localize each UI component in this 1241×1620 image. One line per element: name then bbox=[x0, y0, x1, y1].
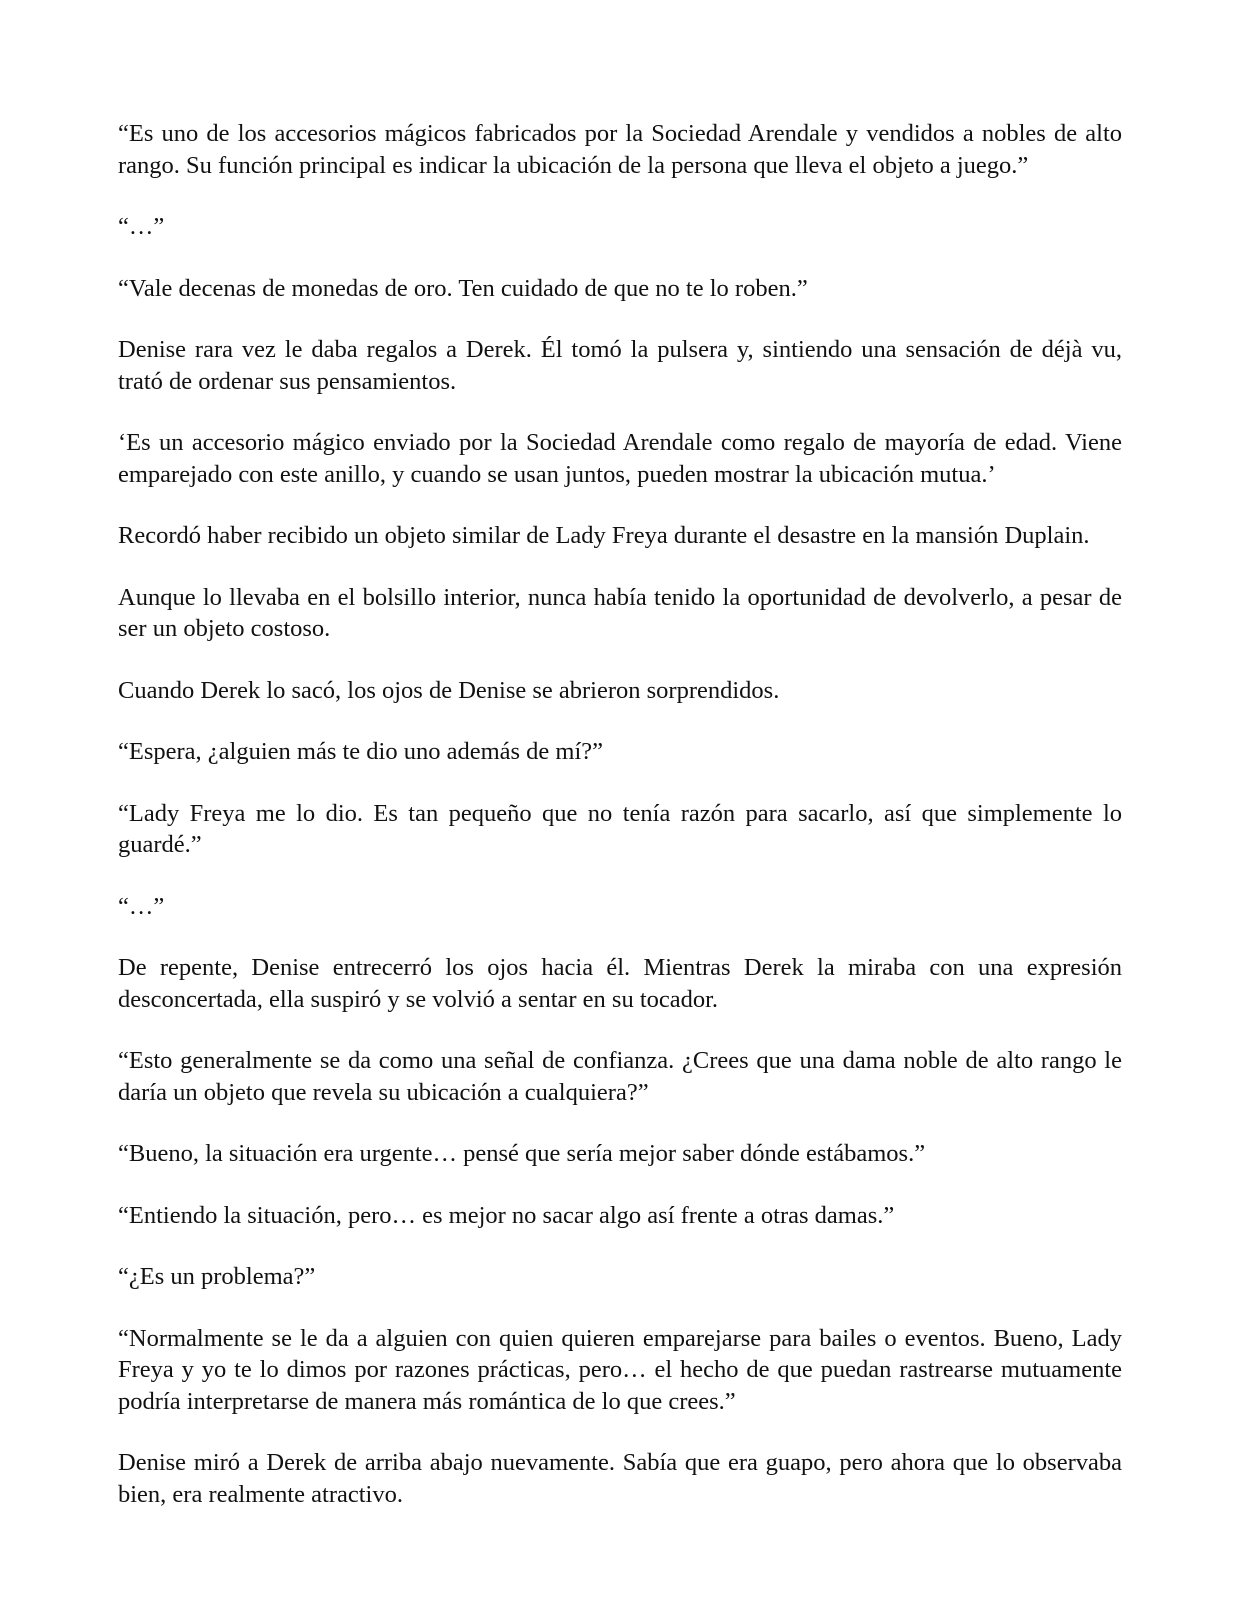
paragraph: Denise miró a Derek de arriba abajo nuevamente. Sabía que era guapo, pero ahora que lo observaba bien, era realmente atractivo. bbox=[118, 1449, 1122, 1508]
paragraph: Aunque lo llevaba en el bolsillo interior, nunca había tenido la oportunidad de devolverlo, a pesar de ser un objeto costoso. bbox=[118, 583, 1122, 642]
paragraph: “…” bbox=[118, 892, 165, 920]
paragraph: Denise rara vez le daba regalos a Derek. Él tomó la pulsera y, sintiendo una sensación de déjà vu, trató de ordenar sus pensamientos. bbox=[118, 336, 1122, 395]
paragraph: Cuando Derek lo sacó, los ojos de Denise se abrieron sorprendidos. bbox=[118, 676, 780, 704]
paragraph: Recordó haber recibido un objeto similar de Lady Freya durante el desastre en la mansión Duplain. bbox=[118, 522, 1090, 549]
paragraph: “Es uno de los accesorios mágicos fabricados por la Sociedad Arendale y vendidos a nobles de alto rango. Su función principal es indicar la ubicación de la persona que lleva el objeto a juego.” bbox=[118, 120, 1122, 179]
paragraph: De repente, Denise entrecerró los ojos hacia él. Mientras Derek la miraba con una expresión desconcertada, ella suspiró y se volvió a sentar en su tocador. bbox=[118, 954, 1122, 1013]
paragraph: “Entiendo la situación, pero… es mejor no sacar algo así frente a otras damas.” bbox=[118, 1201, 895, 1229]
paragraph: “Lady Freya me lo dio. Es tan pequeño que no tenía razón para sacarlo, así que simplemente lo guardé.” bbox=[118, 799, 1122, 858]
paragraph: “Vale decenas de monedas de oro. Ten cuidado de que no te lo roben.” bbox=[118, 274, 808, 302]
paragraph: “Bueno, la situación era urgente… pensé que sería mejor saber dónde estábamos.” bbox=[118, 1140, 926, 1167]
paragraph: “Espera, ¿alguien más te dio uno además de mí?” bbox=[118, 738, 604, 765]
paragraph: “Normalmente se le da a alguien con quien quieren emparejarse para bailes o eventos. Bueno, Lady Freya y yo te lo dimos por razones prácticas, pero… el hecho de que puedan rastrearse mutuamente podría interpretarse de manera más romántica de lo que crees.” bbox=[118, 1324, 1122, 1415]
paragraph: ‘Es un accesorio mágico enviado por la Sociedad Arendale como regalo de mayoría de edad. Viene emparejado con este anillo, y cuando se usan juntos, pueden mostrar la ubicación mutua.’ bbox=[118, 429, 1122, 488]
paragraph: “Esto generalmente se da como una señal de confianza. ¿Crees que una dama noble de alto rango le daría un objeto que revela su ubicación a cualquiera?” bbox=[118, 1047, 1122, 1106]
paragraph: “…” bbox=[118, 213, 165, 240]
paragraph: “¿Es un problema?” bbox=[118, 1263, 316, 1290]
document-body bbox=[118, 118, 1122, 1540]
